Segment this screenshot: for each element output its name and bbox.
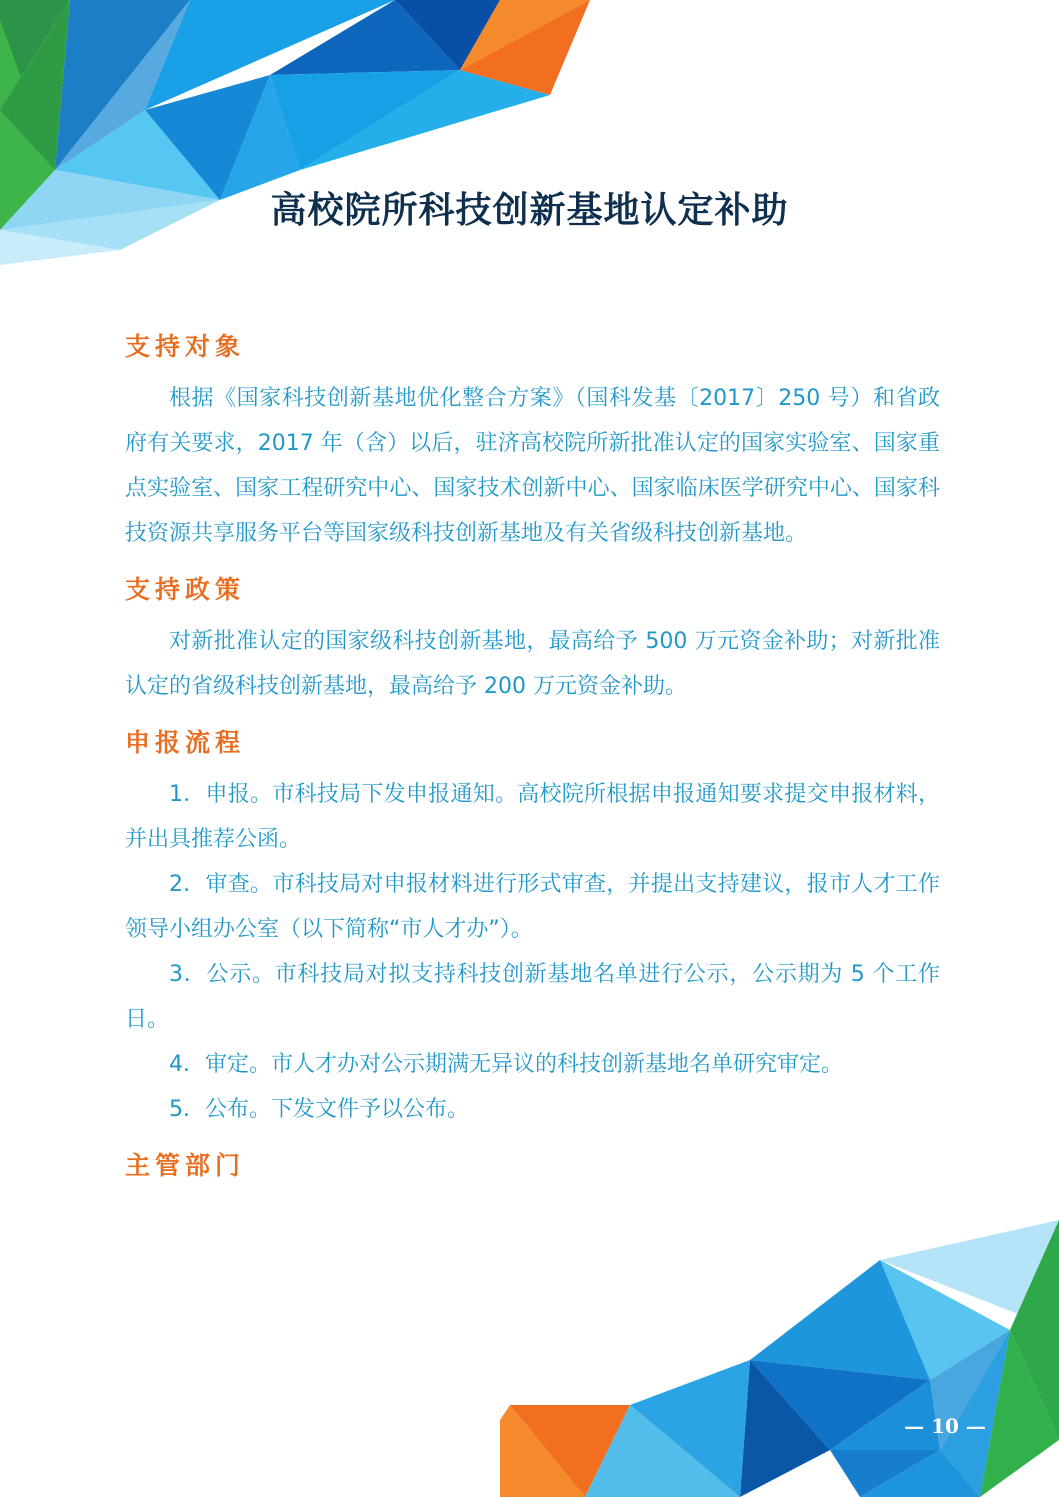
bottom-decorative-triangles — [500, 1220, 1059, 1497]
process-step-4: 4．审定。市人才办对公示期满无异议的科技创新基地名单研究审定。 — [169, 1052, 843, 1077]
section-heading-policy: 支持政策 — [125, 575, 246, 604]
process-step-2: 2．审查。市科技局对申报材料进行形式审查，并提出支持建议，报市人才工作领导小组办公室（以下简称“市人才办”）。 — [125, 872, 940, 942]
section-heading-process: 申报流程 — [125, 728, 246, 757]
policy-paragraph: 对新批准认定的国家级科技创新基地，最高给予 500 万元资金补助；对新批准认定的省级科技创新基地，最高给予 200 万元资金补助。 — [125, 629, 940, 699]
section-heading-department: 主管部门 — [125, 1151, 246, 1180]
section-heading-target: 支持对象 — [125, 332, 246, 361]
process-steps — [125, 772, 940, 1132]
section-process — [125, 724, 940, 1132]
section-target — [125, 328, 940, 556]
page-title: 高校院所科技创新基地认定补助 — [270, 190, 789, 231]
section-policy — [125, 571, 940, 709]
section-department — [125, 1147, 940, 1185]
target-paragraph: 根据《国家科技创新基地优化整合方案》（国科发基〔2017〕250 号）和省政府有关要求，2017 年（含）以后，驻济高校院所新批准认定的国家实验室、国家重点实验室、国家工程研究中心、国家技术创新中心、国家临床医学研究中心、国家科技资源共享服务平台等国家级科技创新基地及有关省级科技创新基地。 — [125, 386, 940, 546]
process-step-5: 5．公布。下发文件予以公布。 — [169, 1097, 469, 1122]
page-number: — 10 — — [904, 1414, 986, 1438]
process-step-1: 1．申报。市科技局下发申报通知。高校院所根据申报通知要求提交申报材料，并出具推荐公函。 — [125, 782, 940, 852]
process-step-3: 3．公示。市科技局对拟支持科技创新基地名单进行公示，公示期为 5 个工作日。 — [125, 962, 940, 1032]
document-content — [125, 318, 940, 1195]
